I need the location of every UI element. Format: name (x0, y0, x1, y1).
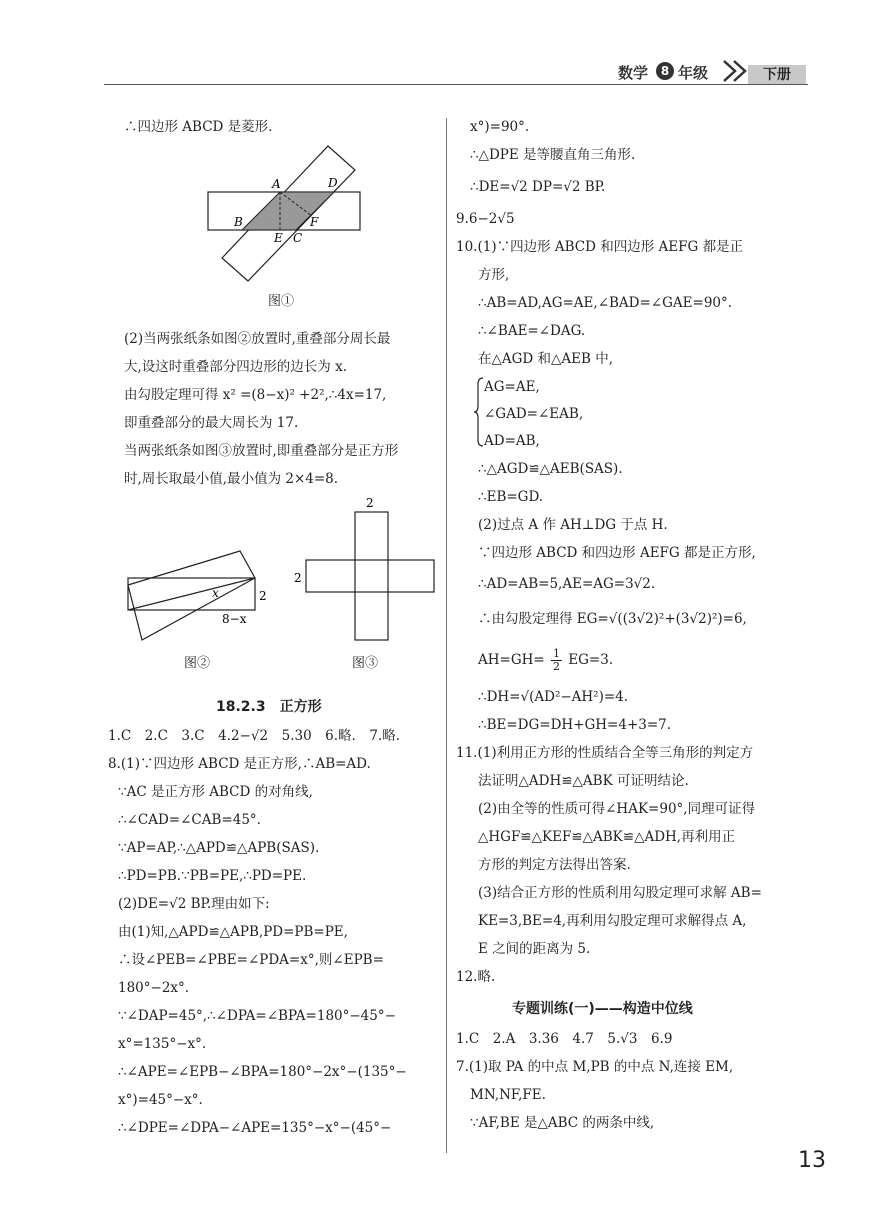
figure-1 (200, 140, 370, 282)
right-line-6: 方形, (478, 267, 510, 283)
fig2-caption: 图② (184, 656, 211, 671)
header-subject: 数学 (618, 64, 649, 82)
right-line-9: 在△AGD 和△AEB 中, (478, 351, 614, 367)
fig1-label-C: C (293, 231, 303, 245)
left-line-19: x°=135°−x°. (118, 1036, 207, 1052)
left-line-5: 即重叠部分的最大周长为 17. (124, 415, 299, 431)
figure-2 (122, 545, 282, 645)
header-grade-badge: 8 (656, 62, 674, 80)
left-line-22: ∴∠DPE=∠DPA−∠APE=135°−x°−(45°− (118, 1120, 392, 1136)
fig2-tilted-strip (128, 551, 255, 640)
left-line-17: 180°−2x°. (118, 980, 190, 996)
right-line-3: ∴DE=√2 DP=√2 BP. (470, 179, 606, 195)
header-rule (104, 84, 808, 85)
right-line-10: AG=AE, (484, 379, 540, 395)
right-line-26: 方形的判定方法得出答案. (478, 857, 631, 873)
fig3-caption: 图③ (352, 656, 379, 671)
section-title-square: 18.2.3 正方形 (216, 699, 322, 715)
right-line-7: ∴AB=AD,AG=AE,∠BAD=∠GAE=90°. (478, 295, 733, 311)
left-line-9: 8.(1)∵四边形 ABCD 是正方形,∴AB=AD. (108, 756, 371, 772)
right-line-23: 法证明△ADH≌△ABK 可证明结论. (478, 773, 689, 789)
left-line-14: (2)DE=√2 BP.理由如下: (118, 896, 270, 912)
left-line-10: ∵AC 是正方形 ABCD 的对角线, (118, 784, 313, 800)
fig1-label-D: D (328, 176, 338, 190)
right-line-17: ∴AD=AB=5,AE=AG=3√2. (478, 576, 656, 592)
right-line-30: 12.略. (456, 969, 496, 985)
fig1-label-E: E (274, 231, 283, 245)
right-line-32: 7.(1)取 PA 的中点 M,PB 的中点 N,连接 EM, (456, 1059, 734, 1075)
header-grade-word: 年级 (678, 64, 709, 82)
right-line-34: ∵AF,BE 是△ABC 的两条中线, (470, 1115, 655, 1131)
right-line-2: ∴△DPE 是等腰直角三角形. (470, 147, 636, 163)
right-line-16: ∵四边形 ABCD 和四边形 AEFG 都是正方形, (478, 545, 756, 561)
right-line-8: ∴∠BAE=∠DAG. (478, 323, 586, 339)
right-line-31: 1.C 2.A 3.36 4.7 5.√3 6.9 (456, 1031, 673, 1047)
left-line-13: ∴PD=PB.∵PB=PE,∴PD=PE. (118, 868, 307, 884)
right-line-25: △HGF≌△KEF≌△ABK≌△ADH,再利用正 (478, 829, 736, 845)
left-line-20: ∴∠APE=∠EPB−∠BPA=180°−2x°−(135°− (118, 1064, 407, 1080)
right-line-13: ∴△AGD≌△AEB(SAS). (478, 461, 623, 477)
right-line-5: 10.(1)∵四边形 ABCD 和四边形 AEFG 都是正 (456, 239, 744, 255)
fig3-label-top: 2 (366, 496, 374, 510)
fig1-overlap-shading (242, 192, 334, 230)
left-line-21: x°)=45°−x°. (118, 1092, 203, 1108)
right-line-29: E 之间的距离为 5. (478, 941, 591, 957)
right-line-28: KE=3,BE=4,再利用勾股定理可求解得点 A, (478, 913, 747, 929)
left-line-7: 时,周长取最小值,最小值为 2×4=8. (124, 471, 339, 487)
right-line-33: MN,NF,FE. (470, 1087, 546, 1103)
left-line-3: 大,设这时重叠部分四边形的边长为 x. (124, 359, 347, 375)
fraction-denominator: 2 (553, 660, 560, 673)
right-line-14: ∴EB=GD. (478, 489, 544, 505)
system-brace (474, 376, 484, 448)
right-line-22: 11.(1)利用正方形的性质结合全等三角形的判定方 (456, 745, 754, 761)
left-line-8: 1.C 2.C 3.C 4.2−√2 5.30 6.略. 7.略. (108, 728, 401, 744)
right-line-12: AD=AB, (484, 433, 540, 449)
page-number: 13 (798, 1148, 826, 1173)
header-volume: 下册 (748, 65, 806, 85)
left-line-4: 由勾股定理可得 x² =(8−x)² +2²,∴4x=17, (124, 387, 387, 403)
fig2-label-8x: 8−x (222, 612, 247, 626)
r19-right: EG=3. (568, 652, 614, 668)
left-line-12: ∵AP=AP,∴△APD≌△APB(SAS). (118, 840, 320, 856)
right-line-15: (2)过点 A 作 AH⊥DG 于点 H. (478, 517, 668, 533)
fraction-half (551, 648, 562, 673)
left-line-15: 由(1)知,△APD≌△APB,PD=PB=PE, (118, 924, 348, 940)
right-line-27: (3)结合正方形的性质利用勾股定理可求解 AB= (478, 885, 762, 901)
fig3-label-left: 2 (294, 571, 302, 585)
fig1-label-B: B (234, 215, 243, 229)
fig2-label-x: x (212, 586, 219, 600)
r19-left: AH=GH= (478, 652, 545, 668)
right-line-20: ∴DH=√(AD²−AH²)=4. (478, 689, 629, 705)
fig2-label-2: 2 (259, 589, 267, 603)
left-line-18: ∵∠DAP=45°,∴∠DPA=∠BPA=180°−45°− (118, 1008, 396, 1024)
figure-3 (290, 490, 440, 642)
fig3-horizontal-strip (306, 560, 434, 592)
fig1-caption: 图① (268, 294, 295, 309)
left-line-16: ∴设∠PEB=∠PBE=∠PDA=x°,则∠EPB= (118, 952, 384, 968)
left-line-11: ∴∠CAD=∠CAB=45°. (118, 812, 261, 828)
right-line-19 (478, 648, 613, 673)
fraction-numerator: 1 (553, 647, 560, 660)
right-line-11: ∠GAD=∠EAB, (484, 406, 584, 422)
right-line-4: 9.6−2√5 (456, 211, 515, 227)
left-line-1: ∴四边形 ABCD 是菱形. (124, 119, 273, 135)
right-line-18: ∴由勾股定理得 EG=√((3√2)²+(3√2)²)=6, (478, 611, 747, 627)
right-line-24: (2)由全等的性质可得∠HAK=90°,同理可证得 (478, 801, 756, 817)
left-line-6: 当两张纸条如图③放置时,即重叠部分是正方形 (124, 443, 399, 459)
fig3-vertical-strip (355, 512, 388, 640)
fig1-label-A: A (272, 177, 281, 191)
fig1-label-F: F (310, 215, 319, 229)
column-divider (446, 118, 447, 1153)
right-line-21: ∴BE=DG=DH+GH=4+3=7. (478, 717, 672, 733)
right-line-1: x°)=90°. (470, 119, 530, 135)
section-title-practice: 专题训练(一)——构造中位线 (512, 1001, 693, 1017)
left-line-2: (2)当两张纸条如图②放置时,重叠部分周长最 (124, 331, 391, 347)
